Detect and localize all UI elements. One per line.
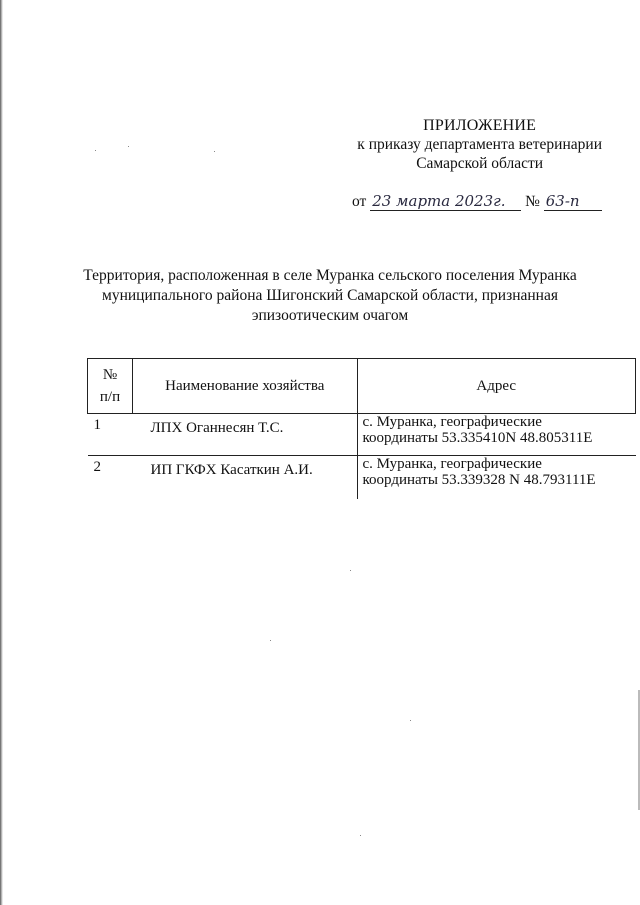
header-number	[88, 359, 133, 414]
scan-speck	[410, 720, 411, 721]
row-address-line2: координаты 53.335410N 48.805311E	[362, 430, 593, 446]
header-number-symbol: №	[102, 367, 118, 383]
appendix-title: ПРИЛОЖЕНИЕ	[423, 117, 537, 134]
farms-table	[87, 358, 636, 499]
order-number-handwritten: 63-п	[544, 192, 602, 211]
order-from-label: от	[352, 193, 367, 210]
row-address	[357, 456, 636, 500]
document-heading	[60, 266, 600, 326]
scan-left-edge	[0, 0, 3, 905]
header-number-abbr: п/п	[99, 389, 121, 405]
table-header-row	[88, 359, 636, 414]
row-address-line1: с. Муранка, географические	[362, 414, 542, 430]
row-address	[357, 414, 636, 456]
row-farm-name: ЛПХ Оганнесян Т.С.	[133, 414, 358, 456]
heading-line1: Территория, расположенная в селе Муранка сельского поселения Муранка	[83, 267, 577, 284]
row-address-line1: с. Муранка, географические	[362, 456, 542, 472]
appendix-block	[357, 116, 602, 173]
scan-speck	[95, 150, 96, 151]
heading-line2: муниципального района Шигонский Самарской области, признанная	[102, 287, 558, 304]
table-row	[88, 456, 636, 500]
scan-speck	[128, 146, 129, 147]
header-address: Адрес	[357, 359, 636, 414]
order-number-label: №	[525, 193, 540, 210]
header-name: Наименование хозяйства	[133, 359, 358, 414]
appendix-line2: Самарской области	[416, 155, 544, 172]
row-number: 2	[93, 459, 101, 475]
table-row	[88, 414, 636, 456]
appendix-line1: к приказу департамента ветеринарии	[357, 136, 602, 153]
row-address-line2: координаты 53.339328 N 48.793111E	[362, 472, 596, 488]
scan-speck	[360, 835, 361, 836]
scan-speck	[350, 570, 351, 571]
order-date-handwritten: 23 марта 2023г.	[370, 192, 521, 211]
heading-line3: эпизоотическим очагом	[251, 307, 409, 324]
order-line	[352, 192, 602, 211]
row-farm-name: ИП ГКФХ Касаткин А.И.	[150, 462, 313, 478]
row-number: 1	[88, 414, 133, 456]
scan-speck	[214, 151, 215, 152]
scan-speck	[270, 640, 271, 641]
